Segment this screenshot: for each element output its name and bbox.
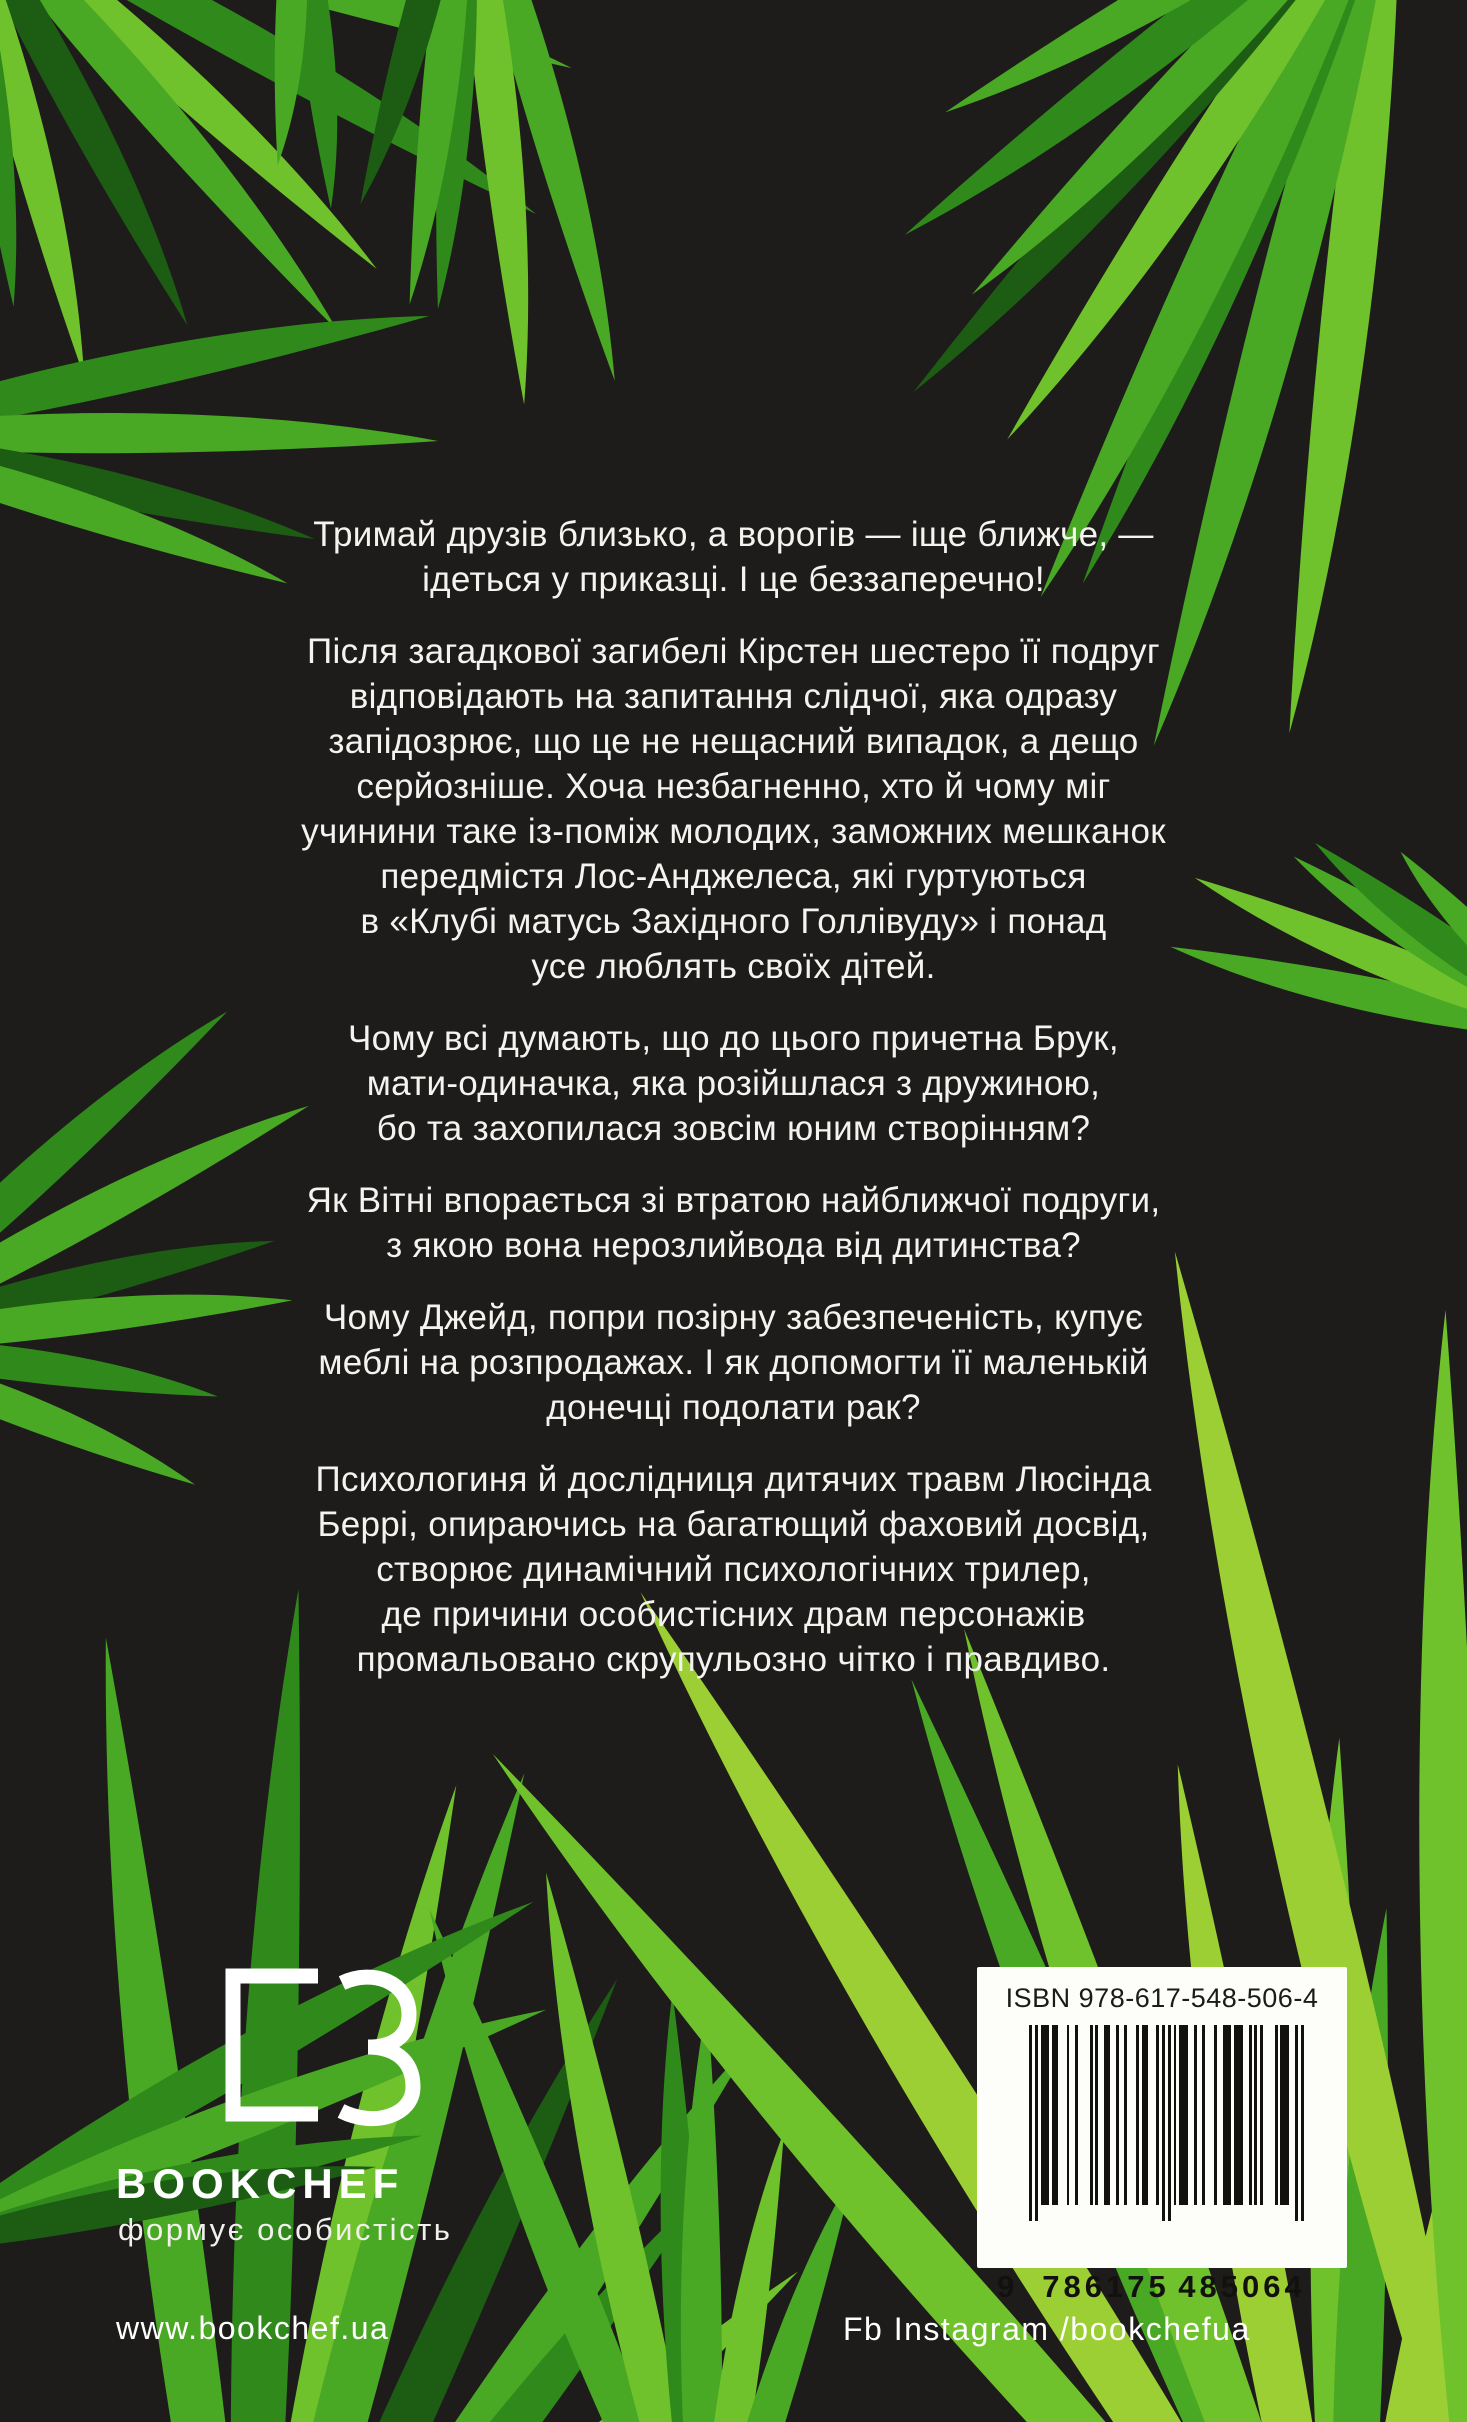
publisher-tagline: формує особистість xyxy=(118,2212,453,2247)
blurb-line: Чому Джейд, попри позірну забезпеченість, купує xyxy=(323,1298,1144,1337)
blurb-line: передмістя Лос-Анджелеса, які гуртуються xyxy=(380,857,1087,896)
blurb-line: серйозніше. Хоча незбагненно, хто й чому міг xyxy=(356,767,1111,806)
blurb-line: створює динамічний психологічних трилер, xyxy=(376,1550,1091,1589)
blurb-paragraph xyxy=(70,1457,1397,1682)
barcode-digit-group2: 485064 xyxy=(1178,2269,1306,2304)
blurb-line: меблі на розпродажах. І як допомогти її маленькій xyxy=(318,1343,1149,1382)
publisher-name: BOOKCHEF xyxy=(116,2160,405,2207)
bookchef-logo-icon xyxy=(200,1955,440,2145)
barcode-bars xyxy=(1029,2025,1304,2221)
blurb-line: запідозрює, що це не нещасний випадок, а дещо xyxy=(328,722,1139,761)
blurb-paragraph xyxy=(70,1295,1397,1430)
barcode-digits xyxy=(997,2269,1306,2304)
blurb-paragraph xyxy=(70,1016,1397,1151)
blurb-line: Психологиня й дослідниця дитячих травм Люсінда xyxy=(315,1460,1152,1499)
blurb xyxy=(70,512,1397,1709)
blurb-line: Після загадкової загибелі Кірстен шестеро її подруг xyxy=(307,632,1160,671)
barcode-digit-lead: 9 xyxy=(997,2269,1015,2304)
ean-barcode xyxy=(997,2025,1306,2304)
blurb-line: де причини особистісних драм персонажів xyxy=(381,1595,1086,1634)
isbn-barcode-box xyxy=(977,1967,1347,2304)
blurb-line: Беррі, опираючись на багатющий фаховий досвід, xyxy=(317,1505,1150,1544)
blurb-line: в «Клубі матусь Західного Голлівуду» і понад xyxy=(360,902,1107,941)
blurb-line: промальовано скрупульозно чітко і правдиво. xyxy=(356,1640,1111,1679)
blurb-line: Як Вітні впорається зі втратою найближчої подруги, xyxy=(306,1181,1161,1220)
barcode-digit-group1: 786175 xyxy=(1042,2269,1170,2304)
blurb-paragraph xyxy=(70,1178,1397,1268)
blurb-paragraph xyxy=(70,629,1397,989)
publisher-website: www.bookchef.ua xyxy=(116,2310,390,2346)
blurb-line: мати-одиначка, яка розійшлася з дружиною, xyxy=(366,1064,1101,1103)
blurb-line: донечці подолати рак? xyxy=(546,1388,921,1427)
blurb-line: відповідають на запитання слідчої, яка одразу xyxy=(349,677,1118,716)
blurb-line: бо та захопилася зовсім юним створінням? xyxy=(376,1109,1091,1148)
blurb-line: усе люблять своїх дітей. xyxy=(531,947,936,986)
isbn-label: ISBN 978-617-548-506-4 xyxy=(1005,1983,1319,2013)
publisher-social-handles: Fb Instagram /bookchefua xyxy=(843,2311,1251,2347)
blurb-line: Чому всі думають, що до цього причетна Брук, xyxy=(348,1019,1119,1058)
blurb-paragraph xyxy=(70,512,1397,602)
blurb-line: з якою вона нерозлийвода від дитинства? xyxy=(386,1226,1081,1265)
blurb-line: учинини таке із-поміж молодих, заможних мешканок xyxy=(301,812,1166,851)
blurb-line: ідеться у приказці. І це беззаперечно! xyxy=(422,560,1045,599)
blurb-line: Тримай друзів близько, а ворогів — іще ближче, — xyxy=(313,515,1154,554)
